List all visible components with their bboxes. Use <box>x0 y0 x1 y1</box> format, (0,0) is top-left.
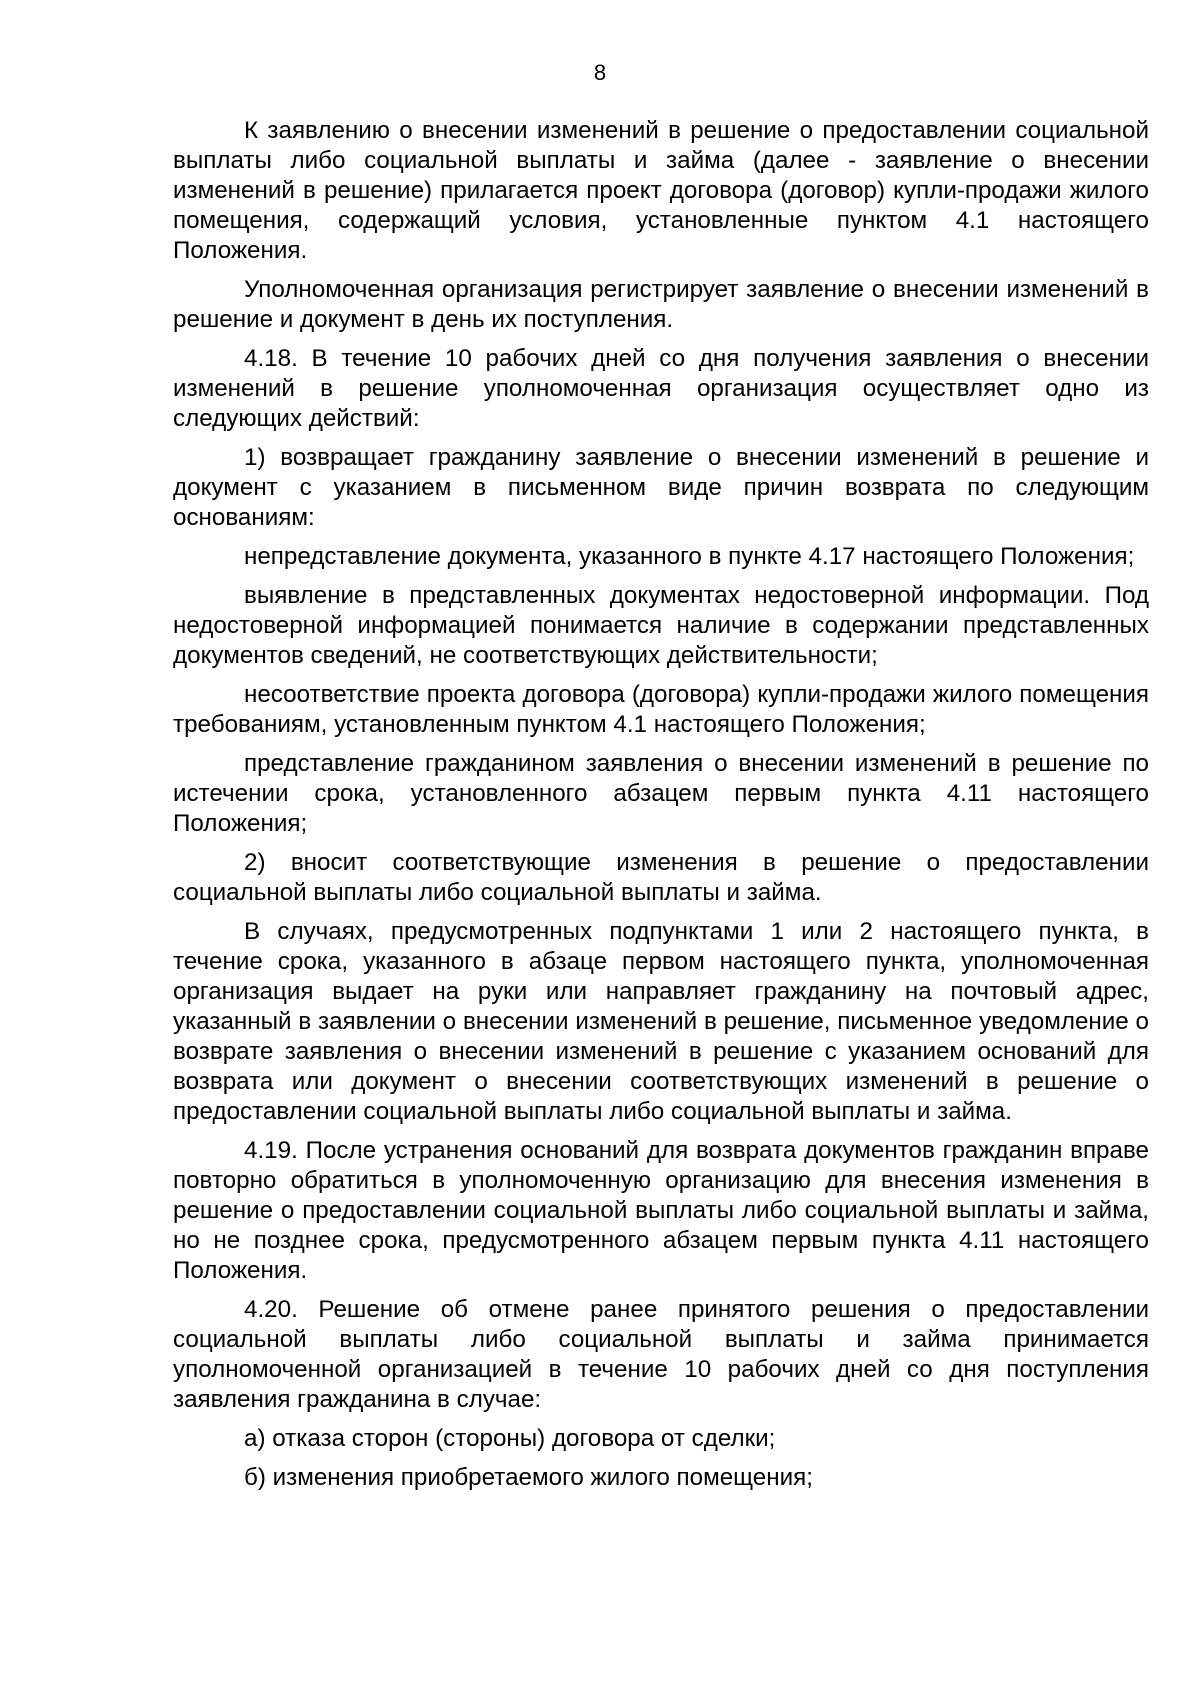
paragraph-4-20: 4.20. Решение об отмене ранее принятого решения о предоставлении социальной выплаты либо социальной выплаты и займа принимается уполномоченной организацией в течение 10 рабочих дней со дня поступления заявления гражданина в случае: <box>173 1296 1149 1413</box>
paragraph-4-18: 4.18. В течение 10 рабочих дней со дня получения заявления о внесении изменений в решение уполномоченная организация осуществляет одно из следующих действий: <box>173 345 1149 432</box>
paragraph-4-19: 4.19. После устранения оснований для возврата документов гражданин вправе повторно обратиться в уполномоченную организацию для внесения изменения в решение о предоставлении социальной выплаты либо социальной выплаты и займа, но не позднее срока, предусмотренного абзацем первым пункта 4.11 настоящего Положения. <box>173 1137 1149 1284</box>
paragraph-case-b: б) изменения приобретаемого жилого помещения; <box>244 1464 813 1491</box>
paragraph-make-changes: 2) вносит соответствующие изменения в решение о предоставлении социальной выплаты либо социальной выплаты и займа. <box>173 849 1149 906</box>
paragraph-ground-late-submission: представление гражданином заявления о внесении изменений в решение по истечении срока, установленного абзацем первым пункта 4.11 настоящего Положения; <box>173 750 1149 837</box>
page-number: 8 <box>593 60 607 85</box>
paragraph-case-a: а) отказа сторон (стороны) договора от сделки; <box>244 1425 776 1452</box>
paragraph-ground-contract-mismatch: несоответствие проекта договора (договора) купли-продажи жилого помещения требованиям, установленным пунктом 4.1 настоящего Положения; <box>173 681 1149 738</box>
paragraph-ground-missing-document: непредставление документа, указанного в пункте 4.17 настоящего Положения; <box>244 543 1135 570</box>
paragraph-ground-false-information: выявление в представленных документах недостоверной информации. Под недостоверной информацией понимается наличие в содержании представленных документов сведений, не соответствующих действительности; <box>173 582 1149 669</box>
paragraph-attachment: К заявлению о внесении изменений в решение о предоставлении социальной выплаты либо социальной выплаты и займа (далее - заявление о внесении изменений в решение) прилагается проект договора (договор) купли-продажи жилого помещения, содержащий условия, установленные пунктом 4.1 настоящего Положения. <box>173 117 1149 264</box>
paragraph-registration: Уполномоченная организация регистрирует заявление о внесении изменений в решение и документ в день их поступления. <box>173 276 1149 333</box>
document-body <box>173 116 1149 1502</box>
paragraph-return-grounds: 1) возвращает гражданину заявление о внесении изменений в решение и документ с указанием в письменном виде причин возврата по следующим основаниям: <box>173 444 1149 531</box>
paragraph-notification: В случаях, предусмотренных подпунктами 1 или 2 настоящего пункта, в течение срока, указанного в абзаце первом настоящего пункта, уполномоченная организация выдает на руки или направляет гражданину на почтовый адрес, указанный в заявлении о внесении изменений в решение, письменное уведомление о возврате заявления о внесении изменений в решение с указанием оснований для возврата или документ о внесении соответствующих изменений в решение о предоставлении социальной выплаты либо социальной выплаты и займа. <box>173 918 1149 1125</box>
